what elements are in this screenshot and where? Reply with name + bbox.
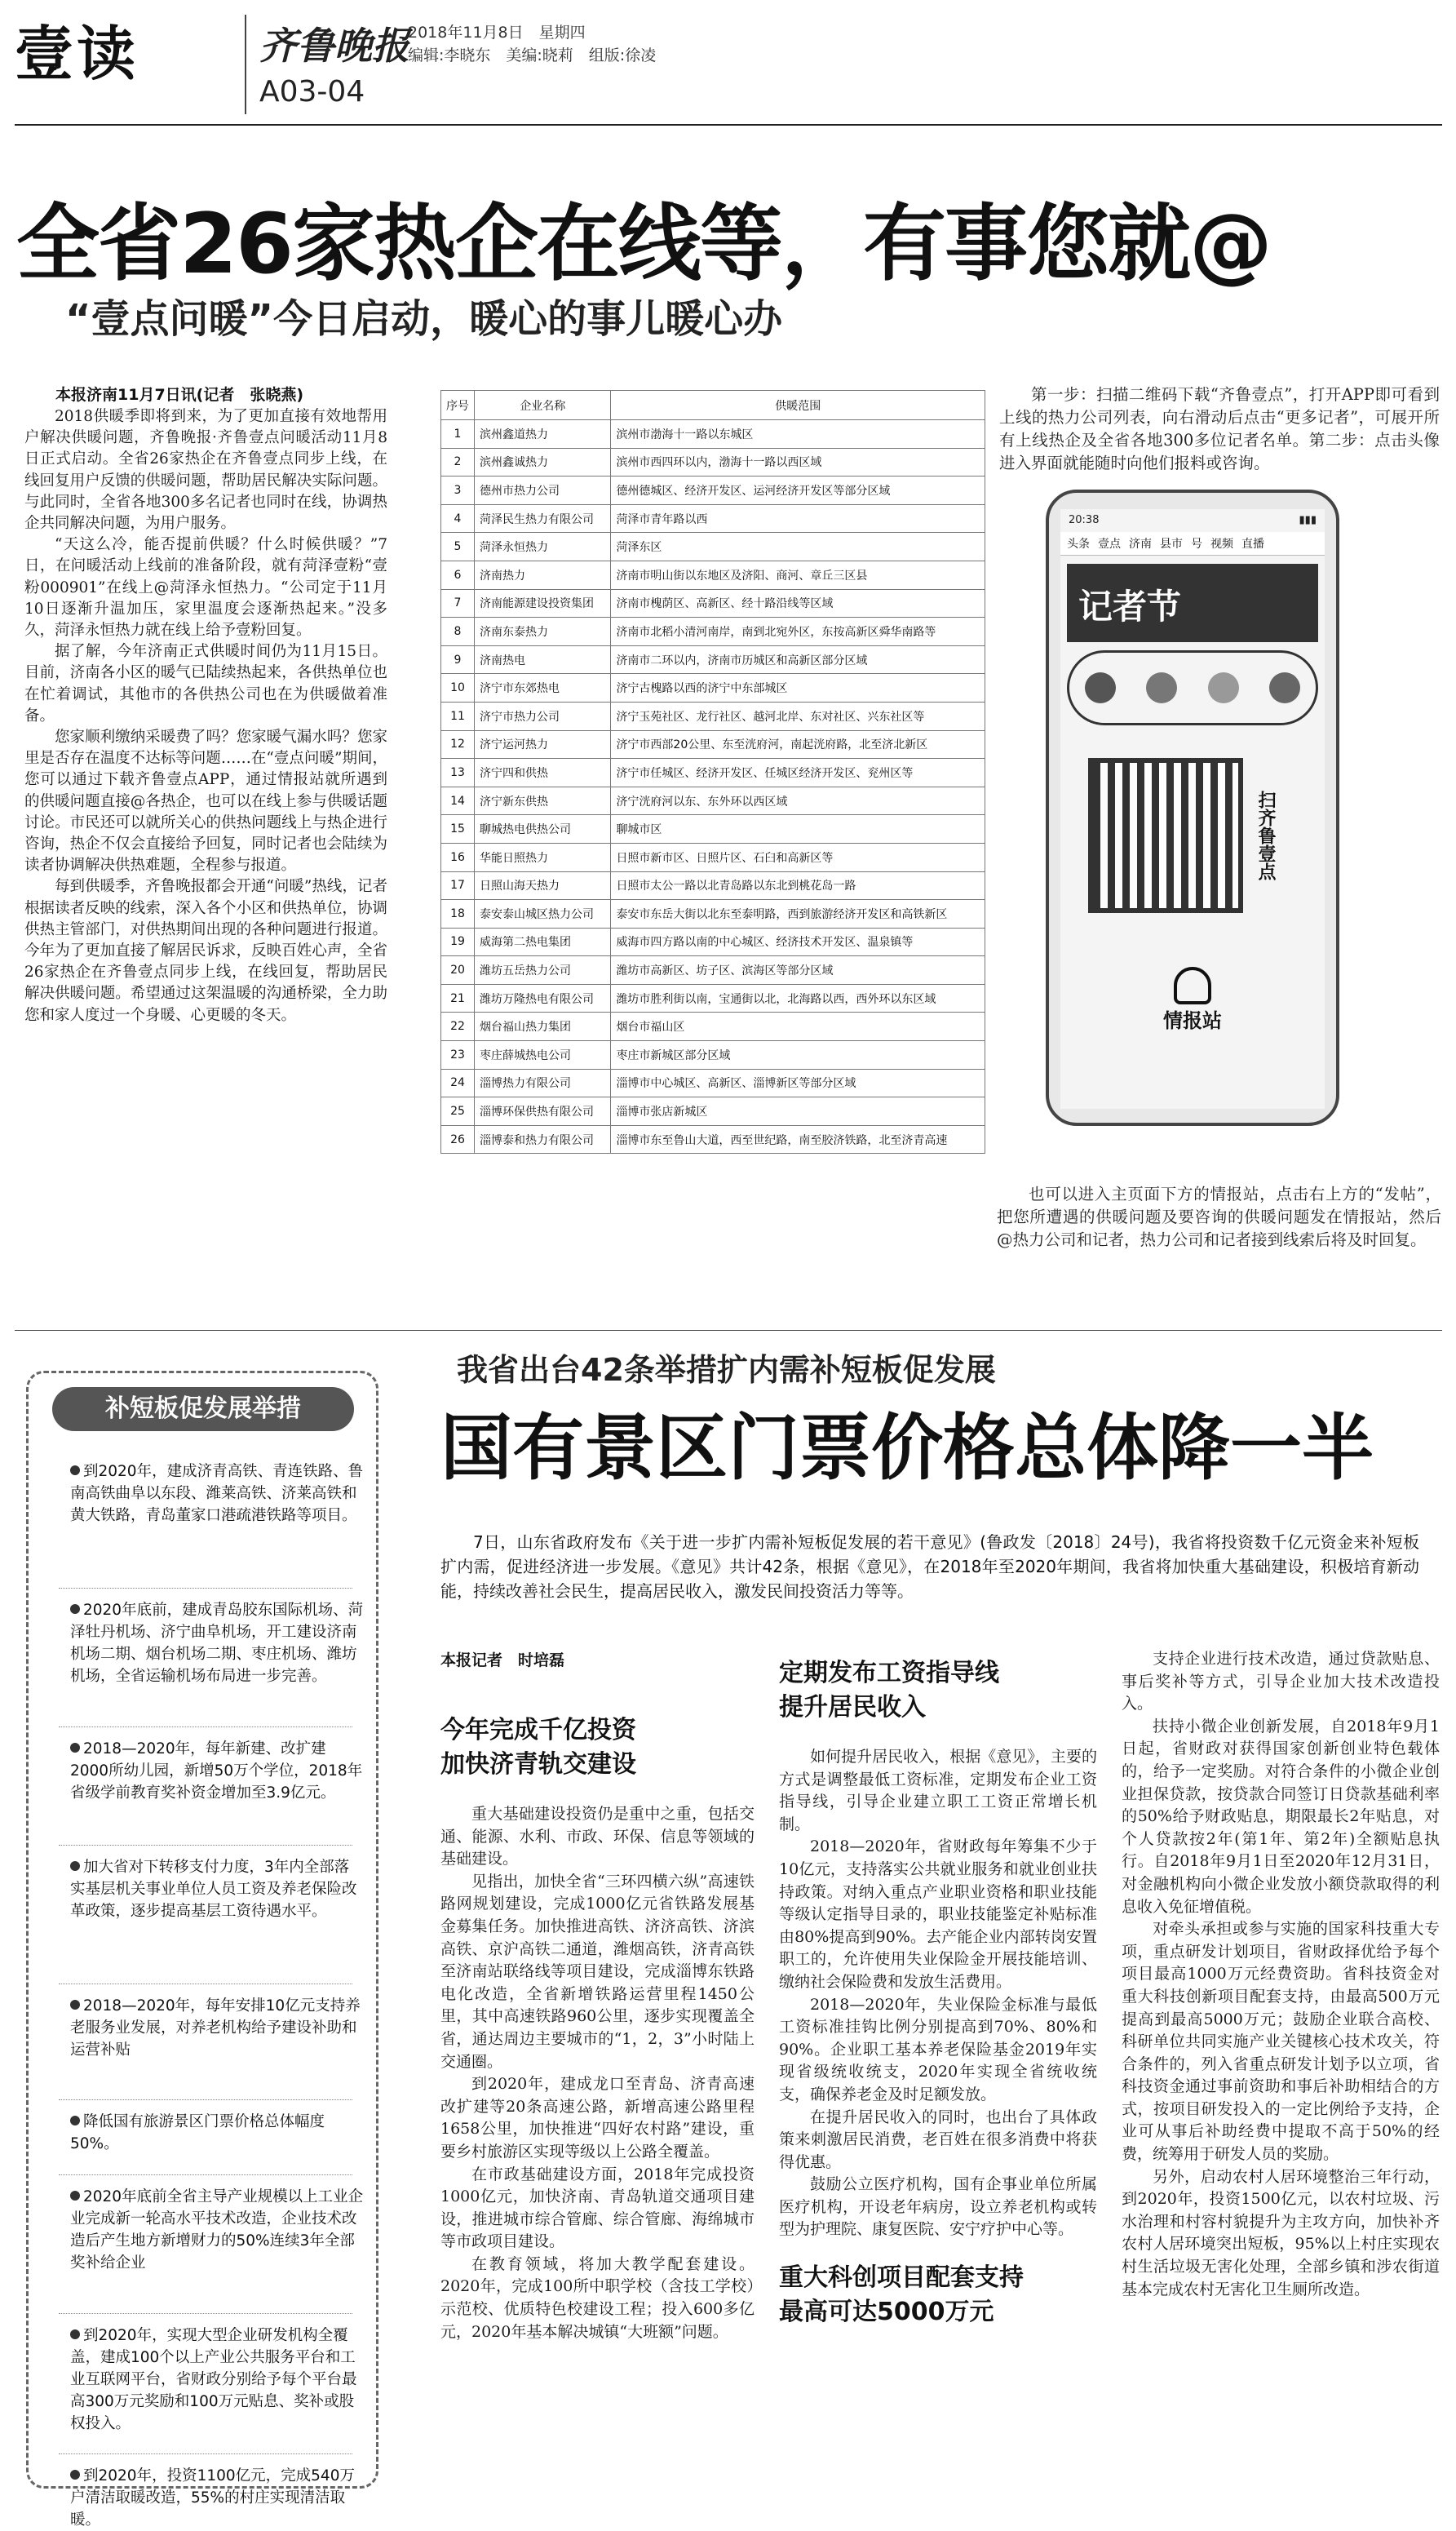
- editor-credits: 编辑:李晓东 美编:晓莉 组版:徐凌: [408, 47, 657, 64]
- avatar-icon[interactable]: [1146, 672, 1177, 703]
- sidebar-item-text: 2018—2020年，每年新建、改扩建2000所幼儿园，新增50万个学位，2018年省级学前教育奖补资金增加至3.9亿元。: [70, 1740, 363, 1802]
- station-button[interactable]: [1148, 967, 1237, 1033]
- article-paragraph: 扶持小微企业创新发展，自2018年9月1日起，省财政对获得国家创新创业特色载体的，给予一定奖励。对符合条件的小微企业创业担保贷款，按贷款合同签订日贷款基础利率的50%给予财政贴息，期限最长2年贴息，对个人贷款按2年(第1年、第2年)全额贴息执行。自2018年9月1日至2020年12月31日，对金融机构向小微企业发放小额贷款取得的利息收入免征增值税。: [1122, 1717, 1440, 1916]
- sidebar-item-text: 加大省对下转移支付力度，3年内全部落实基层机关事业单位人员工资及养老保险改革政策，逐步提高基层工资待遇水平。: [70, 1859, 357, 1920]
- table-row: [441, 504, 985, 533]
- steps-text: 第一步：扫描二维码下载“齐鲁壹点”，打开APP即可看到上线的热力公司列表，向右滑动后点击“更多记者”，可展开所有上线热企及全省各地300多位记者名单。第二步：点击头像进入界面就能随时向他们报料或咨询。: [999, 385, 1440, 472]
- sidebar-item: [70, 2325, 364, 2435]
- table-row: [441, 730, 985, 759]
- column-2-body: [779, 1746, 1097, 2241]
- table-row: [441, 477, 985, 505]
- second-lead: 7日，山东省政府发布《关于进一步扩内需补短板促发展的若干意见》(鲁政发〔2018〕24号)，我省将投资数千亿元资金来补短板扩内需，促进经济进一步发展。《意见》共计42条，根据《意见》，在2018年至2020年期间，我省将加快重大基础建设，积极培育新动能，持续改善社会民生，提高居民收入，激发民间投资活力等等。: [440, 1532, 1419, 1601]
- sidebar-divider: [59, 1588, 352, 1589]
- sidebar-item: [70, 2186, 364, 2274]
- column-1: [440, 1713, 755, 2343]
- company-name: 济宁四和供热: [475, 759, 611, 787]
- column-2: [779, 1656, 1097, 2329]
- column-3: [1122, 1648, 1440, 2301]
- station-icon: [1174, 967, 1211, 1004]
- status-bar: [1060, 509, 1325, 532]
- heating-area: 淄博市中心城区、高新区、淄博新区等部分区域: [611, 1069, 985, 1097]
- issue-date: 2018年11月8日 星期四: [408, 24, 586, 42]
- lead-paragraph: 您家顺利缴纳采暖费了吗？您家暖气漏水吗？您家里是否存在温度不达标等问题……在“壹点问暖”期间，您可以通过下载齐鲁壹点APP，通过情报站就所遇到的供暖问题直接@各热企，也可以在线上参与供暖话题讨论。市民还可以就所关心的供热问题线上与热企进行咨询，热企不仅会直接给予回复，同时记者也会陆续为读者协调解决供热难题，全程参与报道。: [24, 729, 387, 875]
- article-paragraph: 在市政基础建设方面，2018年完成投资1000亿元，加快济南、青岛轨道交通项目建设，推进城市综合管廊、综合管廊、海绵城市等市政项目建设。: [440, 2165, 755, 2251]
- table-row: [441, 871, 985, 900]
- avatar-icon[interactable]: [1208, 672, 1239, 703]
- company-name: 潍坊五岳热力公司: [475, 956, 611, 985]
- lead-paragraph: 据了解，今年济南正式供暖时间仍为11月15日。目前，济南各小区的暖气已陆续热起来，各供热单位也在忙着调试，其他市的各供热公司也在为供暖做着准备。: [24, 643, 387, 725]
- bullet-icon: [70, 2191, 80, 2201]
- company-name: 滨州鑫道热力: [475, 420, 611, 449]
- newspaper-name: 齐鲁晚报: [259, 24, 409, 68]
- company-name: 菏泽永恒热力: [475, 533, 611, 561]
- page-headline: 全省26家热企在线等，有事您就@: [16, 196, 1271, 293]
- row-number: 6: [441, 561, 475, 589]
- heating-area: 淄博市张店新城区: [611, 1097, 985, 1126]
- heating-area: 泰安市东岳大街以北东至泰明路，西到旅游经济开发区和高铁新区: [611, 900, 985, 929]
- sidebar-box: [26, 1371, 378, 2489]
- lead-paragraph: “天这么冷，能否提前供暖？什么时候供暖？”7日，在问暖活动上线前的准备阶段，就有菏泽壹粉“壹粉000901”在线上@菏泽永恒热力。“公司定于11月10日逐渐升温加压，家里温度会逐渐热起来。”没多久，菏泽永恒热力就在线上给予壹粉回复。: [24, 536, 387, 640]
- row-number: 9: [441, 645, 475, 674]
- qr-area: [1088, 758, 1325, 913]
- bullet-icon: [70, 1465, 80, 1475]
- second-kicker: 我省出台42条举措扩内需补短板促发展: [457, 1352, 996, 1388]
- article-paragraph: 重大基础建设投资仍是重中之重，包括交通、能源、水利、市政、环保、信息等领域的基础建设。: [440, 1805, 755, 1868]
- table-row: [441, 618, 985, 646]
- row-number: 5: [441, 533, 475, 561]
- company-name: 菏泽民生热力有限公司: [475, 504, 611, 533]
- row-number: 2: [441, 448, 475, 477]
- heating-area: 枣庄市新城区部分区域: [611, 1041, 985, 1070]
- heating-area: 济宁玉苑社区、龙行社区、越河北岸、东对社区、兴东社区等: [611, 702, 985, 730]
- heating-area: 济南市明山街以东地区及济阳、商河、章丘三区县: [611, 561, 985, 589]
- subhead-3: 重大科创项目配套支持 最高可达5000万元: [779, 2263, 1024, 2327]
- table-row: [441, 984, 985, 1013]
- row-number: 15: [441, 815, 475, 844]
- heating-area: 德州德城区、经济开发区、运河经济开发区等部分区域: [611, 477, 985, 505]
- brand-divider: [245, 15, 246, 114]
- bullet-icon: [70, 1604, 80, 1614]
- signal-icon: ▮▮▮: [1299, 514, 1317, 526]
- column-3-body: [1122, 1648, 1440, 2301]
- table-row: [441, 645, 985, 674]
- article-paragraph: 在教育领域，将加大教学配套建设。2020年，完成100所中职学校（含技工学校）示范校、优质特色校建设工程；投入600多亿元，2020年基本解决城镇“大班额”问题。: [440, 2254, 755, 2341]
- row-number: 3: [441, 477, 475, 505]
- sidebar-divider: [59, 1726, 352, 1727]
- row-number: 14: [441, 787, 475, 815]
- avatar-icon[interactable]: [1085, 672, 1116, 703]
- heating-area: 济南市槐荫区、高新区、经十路沿线等区域: [611, 589, 985, 618]
- company-name: 威海第二热电集团: [475, 928, 611, 956]
- company-name: 枣庄薛城热电公司: [475, 1041, 611, 1070]
- row-number: 20: [441, 956, 475, 985]
- sidebar-item-text: 2020年底前，建成青岛胶东国际机场、菏泽牡丹机场、济宁曲阜机场，开工建设济南机场二期、烟台机场二期、枣庄机场、潍坊机场，全省运输机场布局进一步完善。: [70, 1602, 364, 1685]
- lead-body: [24, 406, 387, 1026]
- bullet-icon: [70, 2470, 80, 2480]
- app-tab[interactable]: 视频: [1210, 538, 1233, 551]
- table-row: [441, 1013, 985, 1041]
- table-row: [441, 1069, 985, 1097]
- row-number: 19: [441, 928, 475, 956]
- row-number: 7: [441, 589, 475, 618]
- heating-area: 济宁洸府河以东、东外环以西区域: [611, 787, 985, 815]
- sidebar-divider: [59, 2313, 352, 2314]
- company-name: 济宁新东供热: [475, 787, 611, 815]
- heating-area: 日照市新市区、日照片区、石臼和高新区等: [611, 843, 985, 871]
- table-row: [441, 589, 985, 618]
- header-rule: [15, 124, 1442, 126]
- steps-text-2: 也可以进入主页面下方的情报站，点击右上方的“发帖”，把您所遭遇的供暖问题及要咨询的供暖问题发在情报站，然后@热力公司和记者，热力公司和记者接到线索后将及时回复。: [997, 1185, 1441, 1249]
- heating-area: 威海市四方路以南的中心城区、经济技术开发区、温泉镇等: [611, 928, 985, 956]
- row-number: 11: [441, 702, 475, 730]
- app-banner: 记者节: [1067, 564, 1318, 642]
- heating-area: 滨州市渤海十一路以东城区: [611, 420, 985, 449]
- heating-area: 济宁古槐路以西的济宁中东部城区: [611, 674, 985, 703]
- table-row: [441, 448, 985, 477]
- table-row: [441, 1125, 985, 1154]
- section-rule: [15, 1330, 1442, 1331]
- table-row: [441, 815, 985, 844]
- row-number: 10: [441, 674, 475, 703]
- table-row: [441, 900, 985, 929]
- table-row: [441, 420, 985, 449]
- second-byline: 本报记者 时培磊: [440, 1651, 565, 1669]
- col-header-area: 供暖范围: [611, 391, 985, 420]
- page-number: A03-04: [259, 75, 365, 109]
- company-name: 滨州鑫诚热力: [475, 448, 611, 477]
- row-number: 16: [441, 843, 475, 871]
- table-row: [441, 561, 985, 589]
- heating-area: 济南市二环以内，济南市历城区和高新区部分区域: [611, 645, 985, 674]
- app-tab[interactable]: 县市: [1160, 538, 1183, 551]
- heating-area: 潍坊市胜利街以南，宝通街以北，北海路以西，西外环以东区域: [611, 984, 985, 1013]
- company-name: 聊城热电供热公司: [475, 815, 611, 844]
- row-number: 26: [441, 1125, 475, 1154]
- company-name: 德州市热力公司: [475, 477, 611, 505]
- row-number: 8: [441, 618, 475, 646]
- page-subheadline: “壹点问暖”今日启动，暖心的事儿暖心办: [65, 296, 783, 342]
- sidebar-divider: [59, 2174, 352, 2175]
- heating-area: 滨州市西四环以内，渤海十一路以西区域: [611, 448, 985, 477]
- sidebar-title: 补短板促发展举措: [52, 1387, 354, 1431]
- lead-paragraph: 每到供暖季，齐鲁晚报都会开通“问暖”热线，记者根据读者反映的线索，深入各个小区和供热单位，协调供热主管部门，对供热期间出现的各种问题进行报道。今年为了更加直接了解居民诉求，反映百姓心声，全省26家热企在齐鲁壹点同步上线，在线回复，帮助居民解决供暖问题。希望通过这架温暖的沟通桥梁，全力助您和家人度过一个身暖、心更暖的冬天。: [24, 878, 387, 1024]
- company-name: 淄博环保供热有限公司: [475, 1097, 611, 1126]
- lead-paragraph: 2018供暖季即将到来，为了更加直接有效地帮用户解决供暖问题，齐鲁晚报·齐鲁壹点问暖活动11月8日正式启动。全省26家热企在齐鲁壹点同步上线，在线回复用户反馈的供暖问题，帮助居民解决实际问题。与此同时，全省各地300多名记者也同时在线，协调热企共同解决问题，为用户服务。: [24, 408, 387, 533]
- sidebar-item: [70, 1461, 364, 1527]
- bullet-icon: [70, 2116, 80, 2125]
- company-name: 济宁运河热力: [475, 730, 611, 759]
- company-name: 潍坊万隆热电有限公司: [475, 984, 611, 1013]
- lead-dateline: 本报济南11月7日讯(记者 张晓燕): [55, 386, 304, 404]
- table-row: [441, 533, 985, 561]
- sidebar-item: [70, 2111, 364, 2155]
- table-row: [441, 1041, 985, 1070]
- phone-time: 20:38: [1069, 514, 1100, 526]
- sidebar-item: [70, 2465, 364, 2531]
- heating-companies-table: [440, 390, 985, 1154]
- company-name: 淄博热力有限公司: [475, 1069, 611, 1097]
- company-name: 日照山海天热力: [475, 871, 611, 900]
- heating-area: 济南市北稻小清河南岸，南到北宛外区，东按高新区舜华南路等: [611, 618, 985, 646]
- sidebar-item-text: 到2020年，建成济青高铁、青连铁路、鲁南高铁曲阜以东段、潍莱高铁、济莱高铁和黄大铁路，青岛董家口港疏港铁路等项目。: [70, 1463, 364, 1524]
- qr-side-label: 扫齐鲁壹点: [1255, 791, 1276, 880]
- article-paragraph: 如何提升居民收入，根据《意见》，主要的方式是调整最低工资标准，定期发布企业工资指导线，引导企业建立职工工资正常增长机制。: [779, 1748, 1097, 1833]
- article-paragraph: 支持企业进行技术改造，通过贷款贴息、事后奖补等方式，引导企业加大技术改造投入。: [1122, 1650, 1440, 1713]
- heating-area: 淄博市东至鲁山大道，西至世纪路，南至胶济铁路，北至济青高速: [611, 1125, 985, 1154]
- heating-area: 潍坊市高新区、坊子区、滨海区等部分区域: [611, 956, 985, 985]
- sidebar-divider: [59, 1845, 352, 1846]
- table-row: [441, 956, 985, 985]
- app-tab[interactable]: 济南: [1129, 538, 1152, 551]
- app-tab[interactable]: 壹点: [1098, 538, 1121, 551]
- qr-code-icon: [1088, 758, 1243, 913]
- article-paragraph: 另外，启动农村人居环境整治三年行动，到2020年，投资1500亿元，以农村垃圾、污水治理和村容村貌提升为主攻方向，加快补齐农村人居环境突出短板，95%以上村庄实现农村生活垃圾无害化处理，全部乡镇和涉农街道基本完成农村无害化卫生厕所改造。: [1122, 2167, 1440, 2298]
- company-name: 济南东泰热力: [475, 618, 611, 646]
- article-paragraph: 对牵头承担或参与实施的国家科技重大专项，重点研发计划项目，省财政择优给予每个项目最高1000万元经费资助。省科技资金对重大科技创新项目配套支持，由最高500万元提高到最高5000万元；鼓励企业联合高校、科研单位共同实施产业关键核心技术攻关，符合条件的，列入省重点研发计划予以立项，省科技资金通过事前资助和事后补助相结合的方式，按项目研发投入的一定比例给予支持，企业可从事后补助经费中提取不高于50%的经费，统筹用于研发人员的奖励。: [1122, 1920, 1440, 2164]
- article-paragraph: 到2020年，建成龙口至青岛、济青高速改扩建等20条高速公路，新增高速公路里程1658公里，加快推进“四好农村路”建设，重要乡村旅游区实现等级以上公路全覆盖。: [440, 2075, 755, 2161]
- row-number: 4: [441, 504, 475, 533]
- company-name: 济宁市东郊热电: [475, 674, 611, 703]
- sidebar-item-text: 2020年底前全省主导产业规模以上工业企业完成新一轮高水平技术改造，企业技术改造后产生地方新增财力的50%连续3年全部奖补给企业: [70, 2188, 364, 2272]
- table-row: [441, 787, 985, 815]
- second-headline: 国有景区门票价格总体降一半: [440, 1406, 1374, 1490]
- bullet-icon: [70, 1743, 80, 1753]
- table-row: [441, 928, 985, 956]
- lead-article: [24, 383, 387, 1026]
- app-tab[interactable]: 号: [1191, 538, 1202, 551]
- company-avatar-strip: [1067, 650, 1318, 725]
- row-number: 13: [441, 759, 475, 787]
- company-name: 淄博泰和热力有限公司: [475, 1125, 611, 1154]
- sidebar-item: [70, 1599, 364, 1687]
- company-name: 济宁市热力公司: [475, 702, 611, 730]
- article-paragraph: 见指出，加快全省“三环四横六纵”高速铁路网规划建设，完成1000亿元省铁路发展基金募集任务。加快推进高铁、济济高铁、济滨高铁、京沪高铁二通道，潍烟高铁，济青高铁至济南站联络线等项目建设，完成淄博东铁路电化改造，全省新增铁路运营里程1450公里，其中高速铁路960公里，逐步实现覆盖全省，通达周边主要城市的“1，2，3”小时陆上交通圈。: [440, 1872, 755, 2071]
- sidebar-item-text: 到2020年，投资1100亿元，完成540万户清洁取暖改造，55%的村庄实现清洁取暖。: [70, 2467, 355, 2529]
- column-1-body: [440, 1803, 755, 2343]
- sidebar-item: [70, 1856, 364, 1922]
- row-number: 1: [441, 420, 475, 449]
- row-number: 25: [441, 1097, 475, 1126]
- phone-mockup: [1046, 490, 1339, 1126]
- company-name: 泰安泰山城区热力公司: [475, 900, 611, 929]
- sidebar-item: [70, 1995, 364, 2061]
- table-row: [441, 674, 985, 703]
- station-label: 情报站: [1163, 1009, 1222, 1032]
- article-paragraph: 鼓励公立医疗机构，国有企事业单位所属医疗机构，开设老年病房，设立养老机构或转型为护理院、康复医院、安宁疗护中心等。: [779, 2175, 1097, 2239]
- subhead-1: 今年完成千亿投资 加快济青轨交建设: [440, 1716, 636, 1779]
- app-tab[interactable]: 头条: [1067, 538, 1090, 551]
- company-name: 济南能源建设投资集团: [475, 589, 611, 618]
- row-number: 17: [441, 871, 475, 900]
- section-brand: 壹读: [15, 20, 139, 88]
- bullet-icon: [70, 2000, 80, 2010]
- row-number: 18: [441, 900, 475, 929]
- row-number: 21: [441, 984, 475, 1013]
- app-tab[interactable]: 直播: [1241, 538, 1264, 551]
- avatar-icon[interactable]: [1269, 672, 1300, 703]
- sidebar-item-text: 降低国有旅游景区门票价格总体幅度50%。: [70, 2113, 325, 2152]
- article-paragraph: 2018—2020年，失业保险金标准与最低工资标准挂钩比例分别提高到70%、80%和90%。企业职工基本养老保险基金2019年实现省级统收统支，2020年实现全省统收统支，确保养老金及时足额发放。: [779, 1995, 1097, 2103]
- table-row: [441, 1097, 985, 1126]
- row-number: 24: [441, 1069, 475, 1097]
- subhead-2: 定期发布工资指导线 提升居民收入: [779, 1659, 999, 1722]
- row-number: 23: [441, 1041, 475, 1070]
- table-row: [441, 843, 985, 871]
- sidebar-divider: [59, 2099, 352, 2100]
- heating-area: 济宁市任城区、经济开发区、任城区经济开发区、兖州区等: [611, 759, 985, 787]
- heating-area: 菏泽市青年路以西: [611, 504, 985, 533]
- company-name: 济南热力: [475, 561, 611, 589]
- heating-area: 聊城市区: [611, 815, 985, 844]
- bullet-icon: [70, 2329, 80, 2339]
- heating-area: 烟台市福山区: [611, 1013, 985, 1041]
- col-header-no: 序号: [441, 391, 475, 420]
- table-header-row: [441, 391, 985, 420]
- row-number: 22: [441, 1013, 475, 1041]
- row-number: 12: [441, 730, 475, 759]
- table-row: [441, 759, 985, 787]
- company-name: 烟台福山热力集团: [475, 1013, 611, 1041]
- sidebar-item-text: 到2020年，实现大型企业研发机构全覆盖，建成100个以上产业公共服务平台和工业互联网平台，省财政分别给予每个平台最高300万元奖励和100万元贴息、奖补或股权投入。: [70, 2327, 357, 2432]
- sidebar-divider: [59, 2453, 352, 2454]
- company-name: 华能日照热力: [475, 843, 611, 871]
- bullet-icon: [70, 1861, 80, 1871]
- phone-screen: [1060, 509, 1325, 1109]
- col-header-company: 企业名称: [475, 391, 611, 420]
- sidebar-item: [70, 1738, 364, 1804]
- article-paragraph: 在提升居民收入的同时，也出台了具体政策来刺激居民消费，老百姓在很多消费中将获得优惠。: [779, 2108, 1097, 2171]
- heating-area: 菏泽东区: [611, 533, 985, 561]
- app-tabs: [1060, 532, 1325, 556]
- heating-area: 日照市太公一路以北青岛路以东北到桃花岛一路: [611, 871, 985, 900]
- sidebar-item-text: 2018—2020年，每年安排10亿元支持养老服务业发展，对养老机构给予建设补助和运营补贴: [70, 1997, 361, 2059]
- company-name: 济南热电: [475, 645, 611, 674]
- table-row: [441, 702, 985, 730]
- article-paragraph: 2018—2020年，省财政每年筹集不少于10亿元，支持落实公共就业服务和就业创业扶持政策。对纳入重点产业职业资格和职业技能等级认定指导目录的，职业技能鉴定补贴标准由80%提高到90%。去产能企业内部转岗安置职工的，允许使用失业保险金开展技能培训、缴纳社会保险费和发放生活费用。: [779, 1837, 1097, 1991]
- header-meta: [408, 21, 897, 67]
- heating-area: 济宁市西部20公里、东至洸府河，南起洸府路，北至济北新区: [611, 730, 985, 759]
